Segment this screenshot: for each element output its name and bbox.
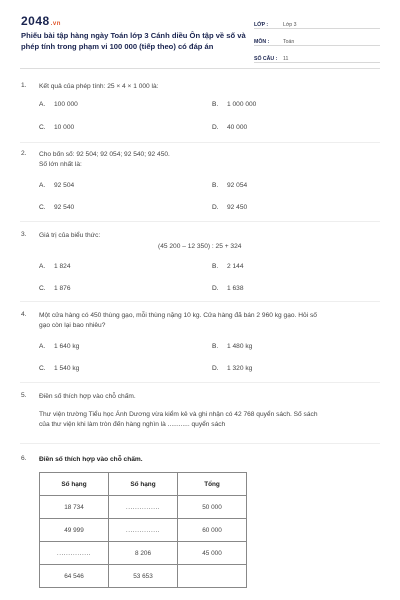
table-row [40,496,247,519]
header-divider [20,68,380,69]
table-cell: 60 000 [178,519,247,542]
option-d[interactable]: D. 92 450 [212,204,248,211]
table-cell: 49 999 [40,519,109,542]
option-c[interactable]: C. 92 540 [39,204,75,211]
table-cell [178,565,247,588]
worksheet-header [0,0,400,62]
fill-blank[interactable]: của thư viện khi làm tròn đến hàng nghìn là ............ quyển sách [39,421,226,428]
expression: (45 200 – 12 350) : 25 + 324 [158,243,242,250]
worksheet-meta [254,14,380,65]
meta-row-subject: MÔN : Toán [254,31,380,46]
question-5: 5. Điền số thích hợp vào chỗ chấm. [21,392,381,402]
question-stem: Điền số thích hợp vào chỗ chấm. [39,456,143,463]
option-b[interactable]: B. 2 144 [212,263,244,270]
table-cell: 53 653 [109,565,178,588]
question-5-body: Thư viện trường Tiểu học Ánh Dương vừa kiểm kê và ghi nhận có 42 768 quyển sách. Số sách của thư viện khi làm tròn đến hàng nghìn là ............ quyển sách [21,410,381,430]
blank-cell[interactable]: ............... [40,542,109,565]
option-c[interactable]: C. 1 540 kg [39,365,80,372]
option-a[interactable]: A. 100 000 [39,101,78,108]
table-row [40,519,247,542]
option-d[interactable]: D. 1 320 kg [212,365,253,372]
option-d[interactable]: D. 40 000 [212,124,248,131]
question-stem: Điền số thích hợp vào chỗ chấm. [39,393,136,400]
meta-row-grade: LỚP : Lớp 3 [254,14,380,29]
table-cell: 45 000 [178,542,247,565]
addition-table [39,472,247,588]
question-divider [20,443,380,444]
option-c[interactable]: C. 1 876 [39,285,71,292]
table-row [40,565,247,588]
table-row [40,542,247,565]
question-stem: Giá trị của biểu thức: [39,232,101,239]
question-2: 2. Cho bốn số: 92 504; 92 054; 92 540; 92 450. Số lớn nhất là: [21,150,381,170]
table-cell: 8 206 [109,542,178,565]
question-3: 3. Giá trị của biểu thức: [21,231,381,241]
table-cell: 50 000 [178,496,247,519]
question-divider [20,221,380,222]
option-b[interactable]: B. 92 054 [212,182,248,189]
option-b[interactable]: B. 1 000 000 [212,101,257,108]
question-divider [20,301,380,302]
question-stem: Một cửa hàng có 450 thùng gạo, mỗi thùng nặng 10 kg. Cửa hàng đã bán 2 960 kg gạo. Hỏi số gạo còn lại bao nhiêu? [39,312,317,329]
option-b[interactable]: B. 1 480 kg [212,343,253,350]
question-6: 6. Điền số thích hợp vào chỗ chấm. [21,455,381,465]
table-cell: 64 546 [40,565,109,588]
column-header: Số hạng [109,473,178,496]
table-header-row [40,473,247,496]
column-header: Tổng [178,473,247,496]
blank-cell[interactable]: ............... [109,519,178,542]
question-divider [20,142,380,143]
worksheet-title: Phiếu bài tập hàng ngày Toán lớp 3 Cánh diều Ôn tập về số và phép tính trong phạm vi 100 000 (tiếp theo) có đáp án [21,31,246,51]
option-a[interactable]: A. 1 640 kg [39,343,80,350]
option-a[interactable]: A. 92 504 [39,182,75,189]
column-header: Số hạng [40,473,109,496]
table-cell: 18 734 [40,496,109,519]
question-1: 1. Kết quả của phép tính: 25 × 4 × 1 000 là: [21,82,381,92]
question-stem: Kết quả của phép tính: 25 × 4 × 1 000 là: [39,83,159,90]
option-d[interactable]: D. 1 638 [212,285,244,292]
site-logo[interactable]: 2048.vn [21,14,61,28]
blank-cell[interactable]: ............... [109,496,178,519]
question-divider [20,382,380,383]
question-4: 4. Một cửa hàng có 450 thùng gạo, mỗi thùng nặng 10 kg. Cửa hàng đã bán 2 960 kg gạo. Hỏi số gạo còn lại bao nhiêu? [21,311,381,331]
meta-row-question-count: SỐ CÂU : 11 [254,48,380,63]
question-stem: Cho bốn số: 92 504; 92 054; 92 540; 92 450. Số lớn nhất là: [39,151,170,168]
option-a[interactable]: A. 1 824 [39,263,71,270]
option-c[interactable]: C. 10 000 [39,124,75,131]
